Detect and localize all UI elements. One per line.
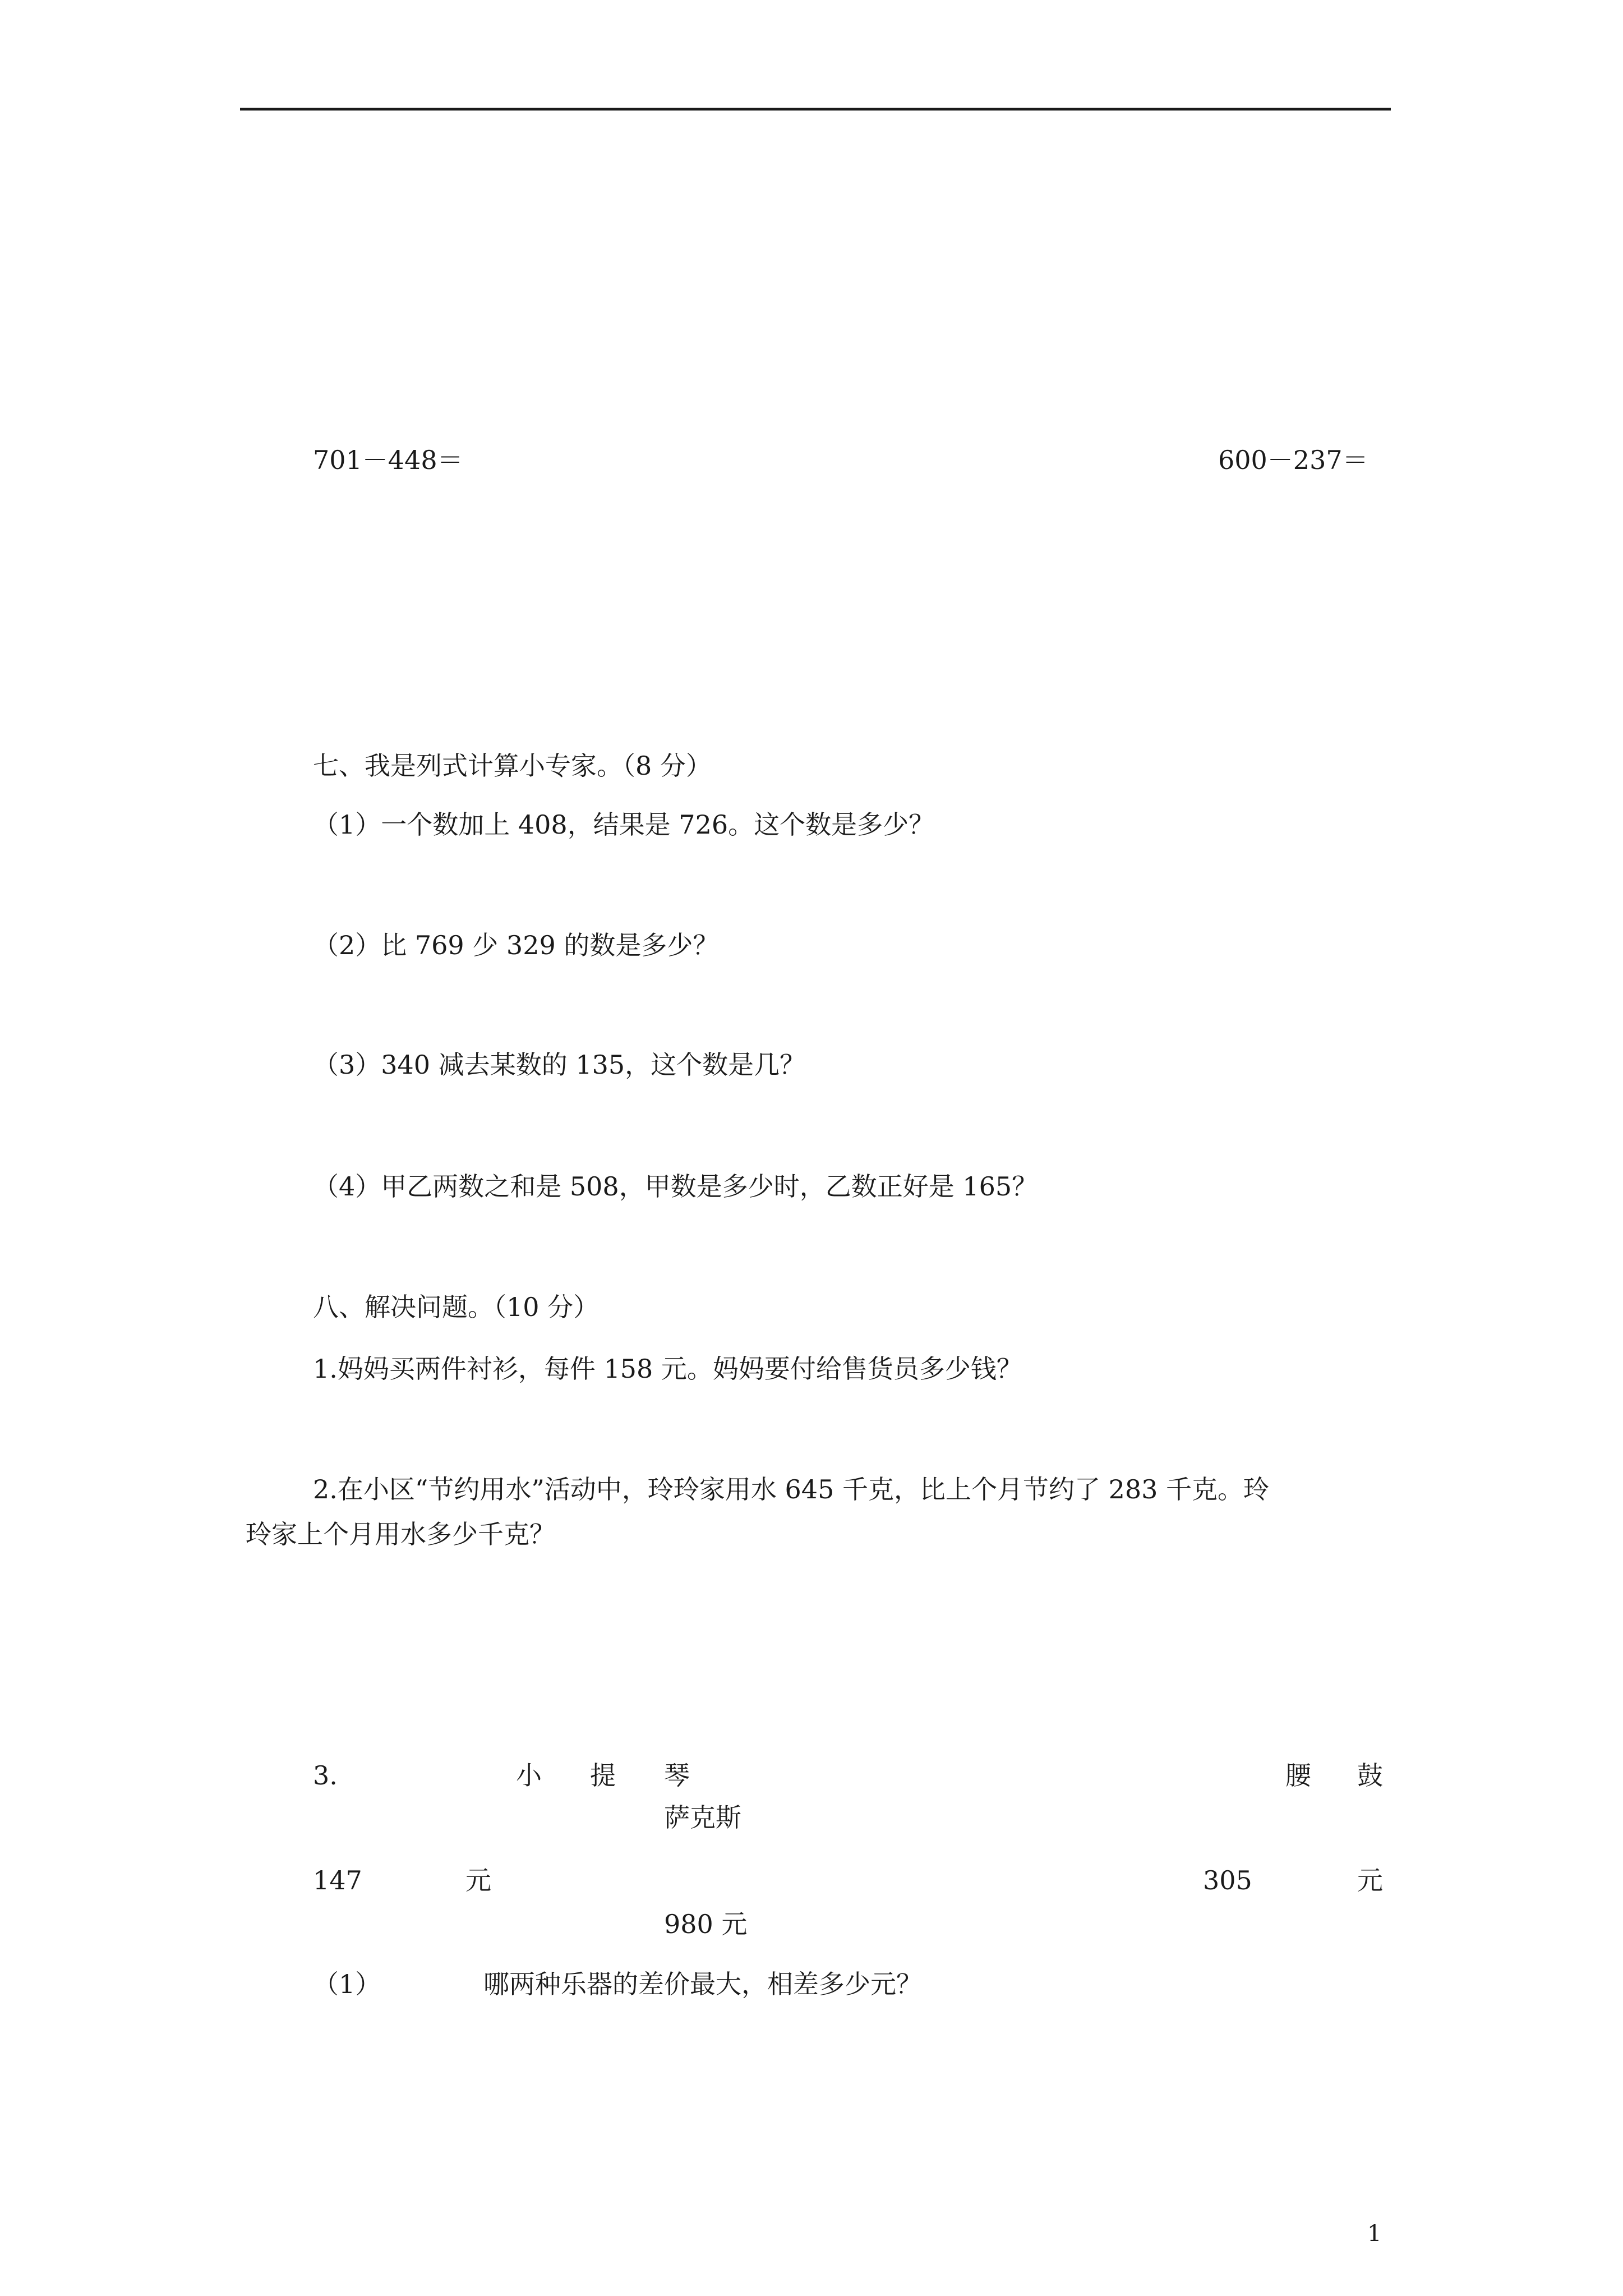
calc-left: 701－448＝ [313,445,463,475]
section7-q3: （3）340 减去某数的 135，这个数是几？ [313,1050,806,1080]
drum-price-unit: 元 [1357,1865,1383,1895]
violin-char-1: 小 [516,1760,542,1791]
section7-q4: （4）甲乙两数之和是 508，甲数是多少时，乙数正好是 165？ [313,1171,1038,1202]
section7-heading: 七、我是列式计算小专家。（8 分） [313,751,712,781]
problem3-sub1-text: 哪两种乐器的差价最大，相差多少元？ [483,1969,922,1999]
drum-char-2: 鼓 [1357,1760,1383,1791]
violin-price-unit: 元 [465,1865,491,1895]
sax-label: 萨克斯 [664,1802,741,1833]
header-rule [240,108,1391,111]
violin-char-2: 提 [590,1760,616,1791]
section8-problem1: 1.妈妈买两件衬衫，每件 158 元。妈妈要付给售货员多少钱？ [313,1354,1022,1384]
page-number: 1 [1367,2221,1382,2247]
problem3-number: 3. [313,1760,338,1791]
drum-char-1: 腰 [1285,1760,1311,1791]
section8-problem2-line2: 玲家上个月用水多少千克？ [246,1519,555,1549]
sax-price: 980 元 [664,1909,748,1939]
calc-right: 600－237＝ [1218,445,1368,475]
section7-q1: （1）一个数加上 408，结果是 726。这个数是多少？ [313,809,935,840]
section7-q2: （2）比 769 少 329 的数是多少？ [313,930,719,960]
section8-problem2-line1: 2.在小区“节约用水”活动中，玲玲家用水 645 千克，比上个月节约了 283 千克。玲 [313,1474,1270,1504]
section8-heading: 八、解决问题。（10 分） [313,1292,600,1322]
violin-price: 147 [313,1865,362,1895]
problem3-sub1-number: （1） [313,1969,381,1999]
drum-price: 305 [1203,1865,1252,1895]
violin-char-3: 琴 [664,1760,690,1791]
